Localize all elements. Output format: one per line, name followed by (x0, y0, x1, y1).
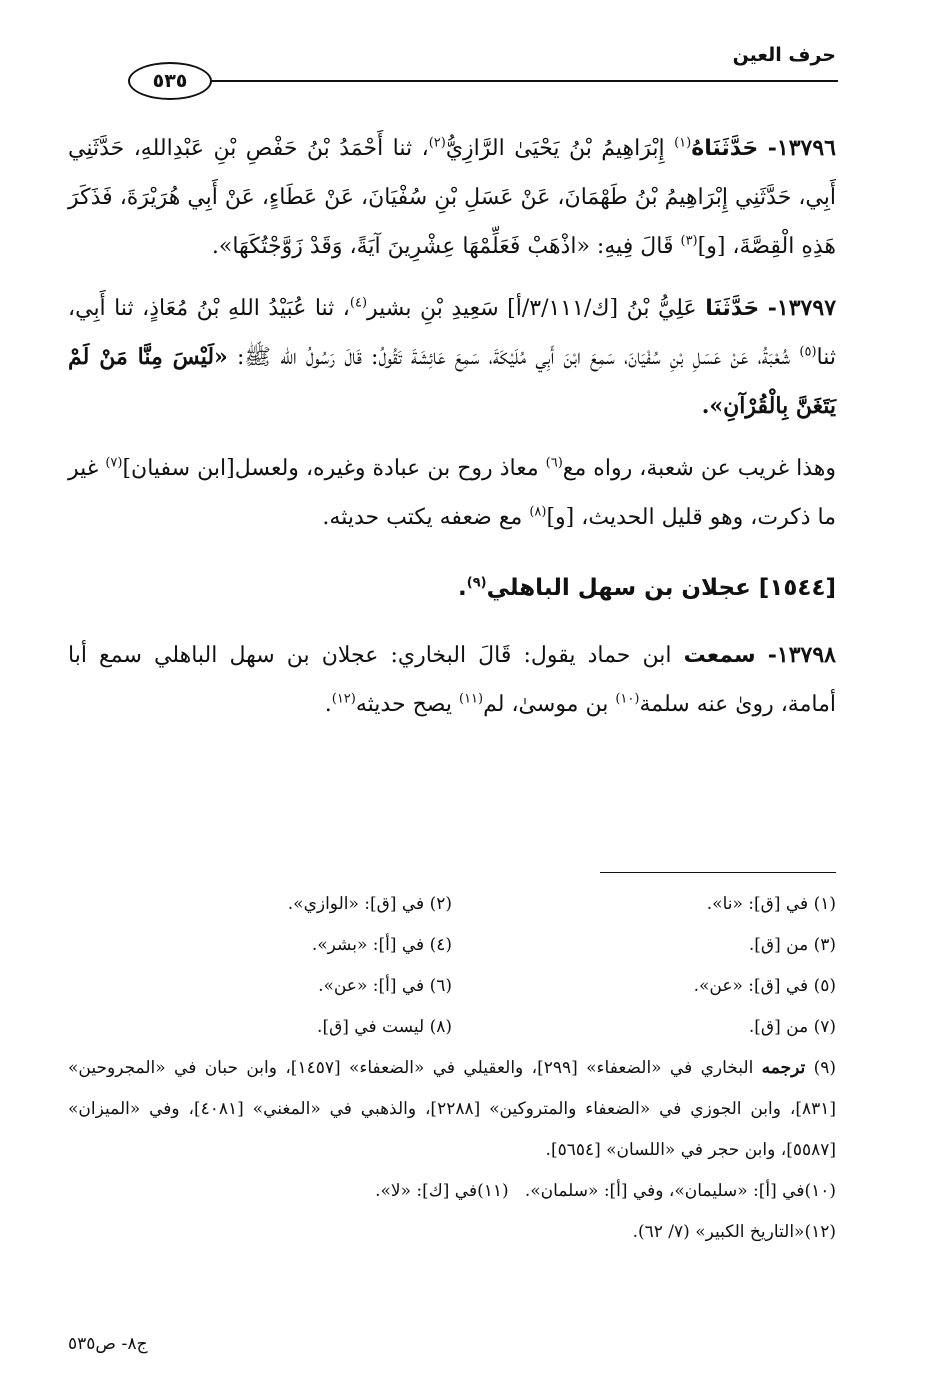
matn-text: قَالَ فِيهِ: «اذْهَبْ فَعَلِّمْهَا عِشْرِينَ آيَةً، وَقَدْ زَوَّجْتُكَهَا». (211, 234, 674, 259)
narration-keyword: حَدَّثَنَاهُ (691, 136, 759, 161)
footnote-3: (٣) من [ق]. (748, 935, 836, 955)
hadith-number: ١٣٧٩٧- (767, 295, 837, 321)
footnote-ref: (٤) (349, 295, 368, 311)
footnote-4: (٤) في [أ]: «بشر». (311, 935, 452, 955)
report-text: يصح حديثه (355, 692, 452, 717)
commentary-text: غير ما ذكرت، وهو قليل الحديث، [و] (68, 456, 836, 530)
hadith-number: ١٣٧٩٨- (767, 642, 836, 668)
report-text: بن موسىٰ، لم (483, 692, 609, 717)
narration-keyword: حَدَّثَنَا (705, 296, 760, 321)
footnote-8: (٨) ليست في [ق]. (317, 1017, 452, 1037)
isnad-text: ، ثنا أَحْمَدُ بْنُ حَفْصِ بْنِ عَبْدِاللهِ، حَدَّثَنِي أَبِي، حَدَّثَنِي إِبْرَاهِيمُ بْنُ طَهْمَانَ، عَنْ عَسَلِ بْنِ سُفْيَانَ، عَنْ عَطَاءٍ، عَنْ أَبِي هُرَيْرَةَ، فَذَكَرَ هَذِهِ الْقِصَّةَ، [و] (68, 136, 836, 259)
footnote-5: (٥) في [ق]: «عن». (693, 976, 836, 996)
hadith-13796 (68, 124, 836, 271)
section-heading-text: [١٥٤٤] عجلان بن سهل الباهلي (486, 575, 836, 601)
page-number (128, 62, 212, 100)
commentary-text: وهذا غريب عن شعبة، رواه مع (562, 456, 836, 481)
section-heading (68, 564, 836, 613)
footnote-ref: (٦) (545, 455, 563, 471)
footnote-number: (٩) (813, 1058, 837, 1078)
page-number-text: ٥٣٥ (152, 70, 188, 92)
hadith-number: ١٣٧٩٦- (767, 135, 836, 161)
footnote-2: (٢) في [ق]: «الوازي». (287, 894, 452, 914)
footnote-ref: (١) (674, 135, 692, 151)
footnote-6: (٦) في [أ]: «عن». (318, 976, 452, 996)
matn-text: «لَيْسَ مِنَّا مَنْ لَمْ يَتَغَنَّ بِالْقُرْآنِ». (68, 344, 836, 419)
header-rule (205, 80, 838, 82)
footnote-ref: (٧) (105, 455, 123, 471)
isnad-text: عَلِيُّ بْنُ [ك/٣/١١١/أ] سَعِيدِ بْنِ بشير (367, 296, 697, 321)
footnote-7: (٧) من [ق]. (748, 1017, 836, 1037)
report-text: . (324, 692, 332, 717)
footnote-ref: (١٢) (331, 691, 356, 707)
isnad-text: ، ثنا عُبَيْدُ اللهِ بْنُ مُعَاذٍ، ثنا أَبِي، ثنا (68, 296, 836, 370)
report-text: ابن حماد يقول: قَالَ البخاري: عجلان بن سهل الباهلي سمع أبا أمامة، روىٰ عنه سلمة (68, 643, 836, 717)
footnote-ref: (٣) (680, 233, 698, 249)
hadith-13797 (68, 284, 836, 431)
footnote-ref: (٢) (428, 135, 446, 151)
narration-keyword: سمعت (683, 643, 756, 668)
footnotes (68, 884, 836, 1253)
footnote-ref: (٨) (529, 504, 547, 520)
footnote-12: (١٢)«التاريخ الكبير» (٧/ ٦٢). (632, 1222, 836, 1242)
footnote-ref: (٩) (466, 575, 487, 591)
footnote-9 (68, 1048, 836, 1171)
footnote-ref: (١٠) (615, 691, 640, 707)
footnote-rule (600, 872, 836, 873)
footnote-grid (68, 884, 836, 1048)
footnote-ref: (٥) (799, 344, 817, 360)
isnad-text: إِبْرَاهِيمُ بْنُ يَحْيَىٰ الرَّازِيُّ (445, 136, 665, 161)
isnad-text: شُعْبَةُ، عَنْ عَسَلِ بْنِ سُفْيَانَ، سَمِعَ ابْنَ أَبِي مُلَيْكَةَ، سَمِعَ عَائِشَةَ تَقُولُ: قَالَ رَسُولُ الله ﷺ: (237, 345, 791, 370)
commentary-text: مع ضعفه يكتب حديثه. (322, 505, 523, 530)
section-heading-tail: . (457, 575, 467, 601)
volume-page-reference: ج٨- ص٥٣٥ (68, 1334, 148, 1354)
running-title: حرف العين (732, 44, 836, 66)
footnote-keyword: ترجمه (761, 1058, 806, 1078)
footnote-10-11: (١٠)في [أ]: «سليمان»، وفي [أ]: «سلمان». (١١)في [ك]: «لا». (375, 1181, 836, 1201)
main-text (68, 124, 836, 742)
commentary-text: معاذ روح بن عبادة وغيره، ولعسل[ابن سفيان] (122, 456, 539, 481)
commentary-paragraph (68, 444, 836, 542)
hadith-13798 (68, 631, 836, 729)
footnote-text: البخاري في «الضعفاء» [٢٩٩]، والعقيلي في «الضعفاء» [١٤٥٧]، وابن حبان في «المجروحين» [٨٣١]، وابن الجوزي في «الضعفاء والمتروكين» [٢٢٨٨]، والذهبي في «المغني» [٤٠٨١]، وفي «الميزان» [٥٥٨٧]، وابن حجر في «اللسان» [٥٦٥٤]. (68, 1058, 837, 1160)
footnote-1: (١) في [ق]: «نا». (706, 894, 836, 914)
footnote-ref: (١١) (458, 691, 484, 707)
